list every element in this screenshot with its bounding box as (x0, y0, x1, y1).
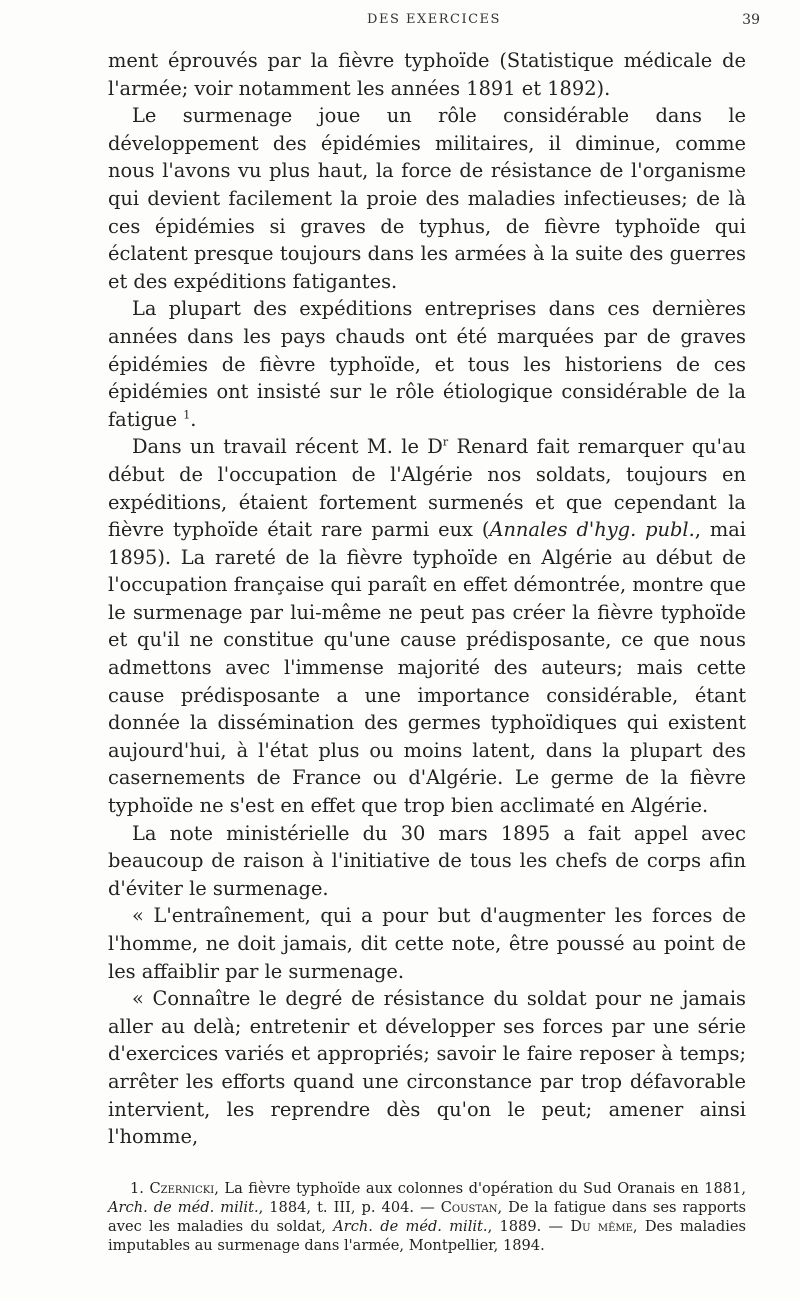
footnote-journal-2: Arch. de méd. milit. (333, 1218, 488, 1235)
running-title: DES EXERCICES (367, 12, 501, 27)
footnote-1 (108, 1179, 746, 1255)
journal-citation: Annales d'hyg. publ. (489, 518, 695, 542)
paragraph-renard (108, 433, 746, 819)
renard-text-a: Dans un travail récent M. le D (132, 435, 443, 459)
footnotes (108, 1179, 746, 1255)
paragraph-continuation: ment éprouvés par la fièvre typhoïde (Statistique médicale de l'armée; voir notamment les années 1891 et 1892). (108, 49, 746, 100)
footnote-author-czernicki: Czernicki (149, 1180, 215, 1197)
running-head (108, 12, 760, 34)
renard-text-c: , mai 1895). La rareté de la fièvre typhoïde en Algérie au début de l'occupation française qui paraît en effet démontrée, montre que le surmenage par lui-même ne peut pas créer la fièvre typhoïde et qu'il ne constitue qu'une cause prédisposante, ce que nous admettons avec l'immense majorité des auteurs; mais cette cause prédisposante a une importance considérable, étant donnée la dissémination des germes typhoïdiques qui existent aujourd'hui, à l'état plus ou moins latent, dans la plupart des casernements de France ou d'Algérie. Le germe de la fièvre typhoïde ne s'est en effet que trop bien acclimaté en Algérie. (108, 518, 746, 818)
doctor-abbrev-sup: r (442, 435, 449, 449)
page-number: 39 (742, 12, 760, 28)
footnote-text-1: , La fièvre typhoïde aux colonnes d'opération du Sud Oranais en 1881, (214, 1180, 746, 1197)
paragraph-expeditions: La plupart des expéditions entreprises dans ces dernières années dans les pays chauds ont été marquées par de graves épidémies de fièvre typhoïde, et tous les historiens de ces épidémies ont insisté sur le rôle étiologique considérable de la fatigue $^1$. (108, 297, 746, 431)
footnote-reference: 1 (183, 408, 191, 422)
paragraph-note-ministerielle: La note ministérielle du 30 mars 1895 a fait appel avec beaucoup de raison à l'initiative de tous les chefs de corps afin d'éviter le surmenage. (108, 821, 746, 900)
paragraph-quote-entrainement: « L'entraînement, qui a pour but d'augmenter les forces de l'homme, ne doit jamais, dit cette note, être poussé au point de les affaiblir par le surmenage. (108, 904, 746, 983)
renard-text-b: Renard fait remarquer qu'au début de l'occupation de l'Algérie nos soldats, toujours en expéditions, étaient fortement surmenés et que cependant la fièvre typhoïde était rare parmi eux ( (108, 435, 746, 542)
footnote-author-coustan: Coustan (440, 1199, 498, 1216)
footnote-text-5: , Des maladies imputables au surmenage dans l'armée, Montpellier, 1894. (108, 1218, 746, 1254)
footnote-text-2: , 1884, t. III, p. 404. — (258, 1199, 441, 1216)
paragraph-quote-connaitre: « Connaître le degré de résistance du soldat pour ne jamais aller au delà; entretenir et développer ses forces par une série d'exercices variés et appropriés; savoir le faire reposer à temps; arrêter les efforts quand une circonstance par trop défavorable intervient, les reprendre dès qu'on le peut; amener ainsi l'homme, (108, 987, 746, 1149)
body-text (108, 47, 746, 1151)
footnote-journal-1: Arch. de méd. milit. (108, 1199, 259, 1216)
footnote-number: 1. (130, 1180, 144, 1197)
footnote-text-3: , De la fatigue dans ses rapports avec les maladies du soldat, (108, 1199, 746, 1235)
footnote-author-du-meme: Du même (570, 1218, 633, 1235)
footnote-text-4: , 1889. — (487, 1218, 571, 1235)
paragraph-surmenage: Le surmenage joue un rôle considérable dans le développement des épidémies militaires, il diminue, comme nous l'avons vu plus haut, la force de résistance de l'organisme qui devient facilement la proie des maladies infectieuses; de là ces épidémies si graves de typhus, de fièvre typhoïde qui éclatent presque toujours dans les armées à la suite des guerres et des expéditions fatigantes. (108, 104, 746, 293)
paragraph-expeditions-text: La plupart des expéditions entreprises dans ces dernières années dans les pays chauds ont été marquées par de graves épidémies de fièvre typhoïde, et tous les historiens de ces épidémies ont insisté sur le rôle étiologique considérable de la fatigue (108, 297, 746, 431)
